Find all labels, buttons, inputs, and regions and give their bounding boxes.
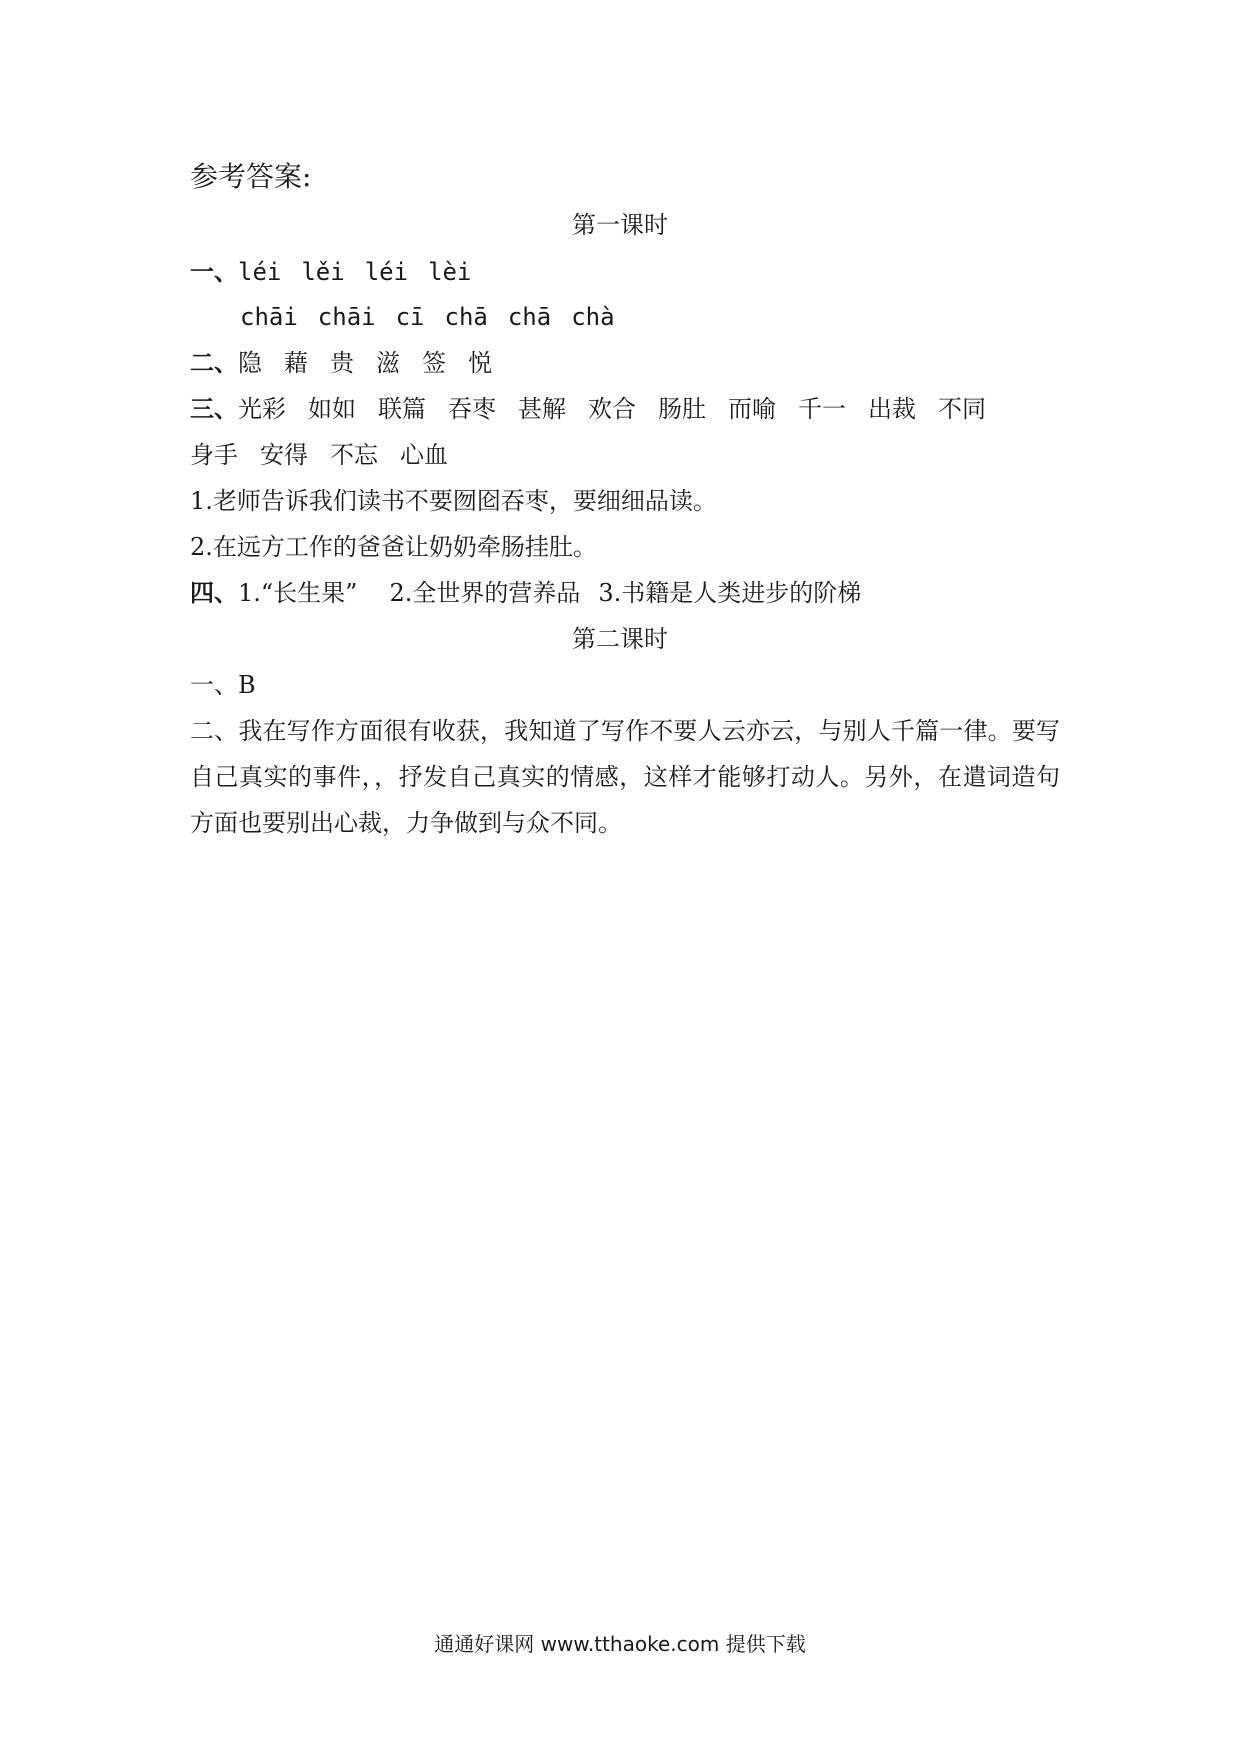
footer-text: 通通好课网 www.tthaoke.com 提供下载 <box>434 1632 806 1656</box>
pinyin-item: chà <box>571 303 615 331</box>
answer-title: 参考答案: <box>190 160 312 193</box>
pinyin-item: léi <box>364 258 409 286</box>
pinyin-item: léi <box>238 258 282 286</box>
word-item: 吞枣 <box>448 395 496 423</box>
lesson1-q3-row1 <box>190 394 986 424</box>
q4-answer-2: 2.全世界的营养品 <box>389 579 581 607</box>
word-item: 签 <box>422 349 446 377</box>
word-item: 千一 <box>798 395 846 423</box>
pinyin-item: chā <box>444 303 488 331</box>
word-item: 欢合 <box>588 395 636 423</box>
q4-answer-1: 1.“长生果” <box>238 579 358 607</box>
q1-label: 一、 <box>190 257 238 286</box>
word-item: 不忘 <box>330 441 378 469</box>
pinyin-item: lěi <box>301 258 345 286</box>
lesson1-q2 <box>190 348 514 378</box>
pinyin-item: chā <box>507 303 552 331</box>
lesson1-q1-row1 <box>190 257 491 287</box>
q4-label: 四、 <box>190 578 238 607</box>
q4-answer-3: 3.书籍是人类进步的阶梯 <box>598 579 862 607</box>
word-item: 身手 <box>190 441 238 469</box>
word-item: 悦 <box>468 349 492 377</box>
word-item: 藉 <box>284 349 308 377</box>
pinyin-item: cī <box>395 303 425 331</box>
pinyin-item: chāi <box>317 303 376 331</box>
pinyin-item: chāi <box>240 303 298 331</box>
q3-label: 三、 <box>190 394 238 423</box>
sentence-1: 1.老师告诉我们读书不要囫囵吞枣，要细细品读。 <box>190 487 717 515</box>
lesson1-q4 <box>190 578 861 608</box>
word-item: 贵 <box>330 349 354 377</box>
pinyin-item: lèi <box>428 258 472 286</box>
word-item: 而喻 <box>728 395 776 423</box>
word-item: 光彩 <box>238 395 286 423</box>
word-item: 心血 <box>400 441 448 469</box>
word-item: 如如 <box>308 395 356 423</box>
q2-label: 二、 <box>190 348 238 377</box>
word-item: 不同 <box>938 395 986 423</box>
lesson1-heading: 第一课时 <box>572 211 668 239</box>
word-item: 联篇 <box>378 395 426 423</box>
word-item: 出裁 <box>868 395 916 423</box>
word-item: 甚解 <box>518 395 566 423</box>
word-item: 隐 <box>238 349 262 377</box>
word-item: 肠肚 <box>658 395 706 423</box>
word-item: 滋 <box>376 349 400 377</box>
lesson2-q1: 一、B <box>190 671 256 699</box>
lesson2-heading: 第二课时 <box>572 625 668 653</box>
lesson2-q2: 二、我在写作方面很有收获，我知道了写作不要人云亦云，与别人千篇一律。要写自己真实的事件，，抒发自己真实的情感，这样才能够打动人。另外，在遣词造句方面也要别出心裁，力争做到与众不同。 <box>190 717 1060 837</box>
word-item: 安得 <box>260 441 308 469</box>
lesson1-q1-row2 <box>240 302 635 332</box>
sentence-2: 2.在远方工作的爸爸让奶奶牵肠挂肚。 <box>190 533 597 561</box>
lesson1-q3-row2 <box>190 440 470 470</box>
